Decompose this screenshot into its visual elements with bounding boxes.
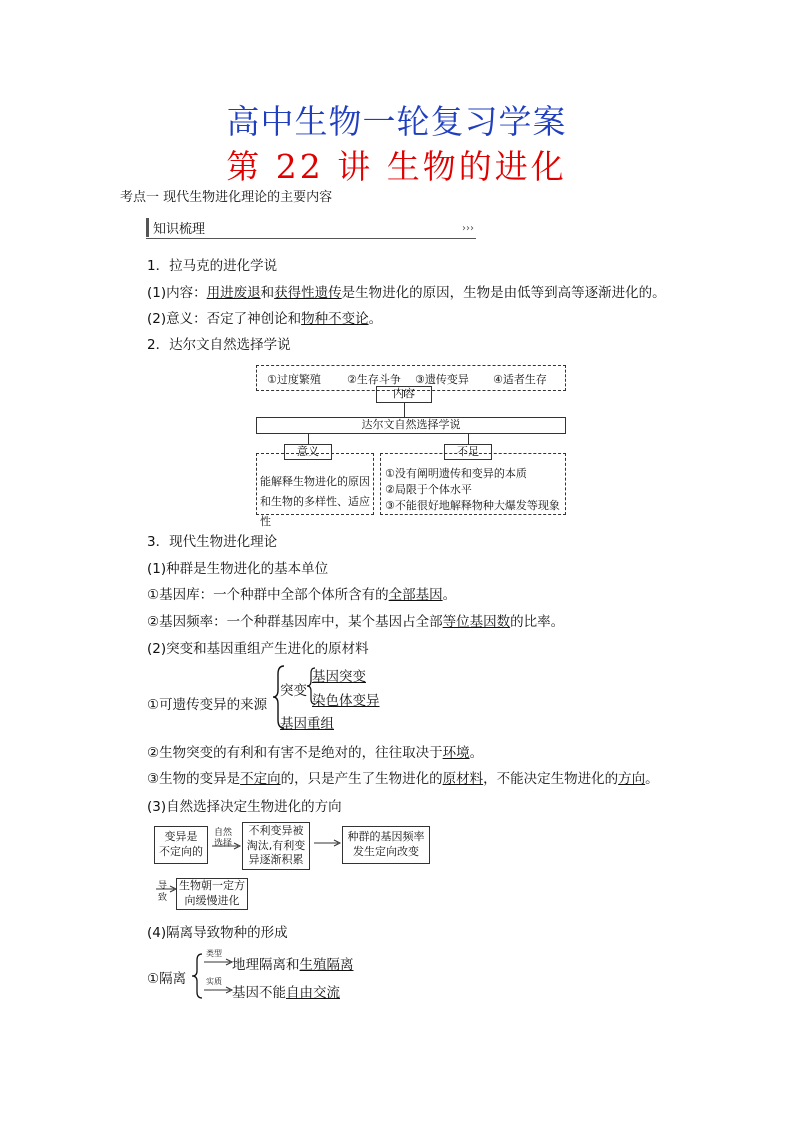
modern-p2: (2)突变和基因重组产生进化的原材料 (147, 641, 369, 657)
gene-mutation: 基因突变 (312, 669, 366, 685)
meaning-box: 能解释生物进化的原因 和生物的多样性、适应性 (256, 453, 374, 515)
answer-blank: 自由交流 (286, 985, 340, 1001)
isolation-label: ①隔离 (147, 971, 187, 987)
content-label-box: 内容 (376, 386, 432, 403)
lamarck-content: (1)内容：用进废退和获得性遗传是生物进化的原因，生物是由低等到高等逐渐进化的。 (147, 285, 666, 301)
meaning-label-box: 意义 (284, 444, 332, 460)
flow-box-variation: 变异是 不定向的 (154, 826, 208, 864)
answer-blank: 原材料 (442, 771, 484, 787)
chevrons-icon: ››› (462, 223, 474, 234)
shortcoming-box: ①没有阐明遗传和变异的本质 ②局限于个体水平 ③不能很好地解释物种大爆发等现象 (380, 453, 566, 515)
darwin-center-box: 达尔文自然选择学说 (256, 417, 566, 434)
lead-to-arrow-label: 导 致 (158, 881, 168, 903)
isolation-essence: 基因不能自由交流 (232, 985, 340, 1001)
mutation-label: 突变 (280, 683, 307, 699)
types-tag: 类型 (206, 949, 222, 958)
arrow-right-icon (210, 836, 242, 850)
section-heading: 考点一 现代生物进化理论的主要内容 (120, 190, 333, 205)
arrow-right-icon (156, 884, 178, 894)
chromosome-variation: 染色体变异 (312, 693, 380, 709)
answer-blank: 方向 (618, 771, 646, 787)
gene-recombination: 基因重组 (280, 716, 334, 732)
lamarck-meaning: (2)意义：否定了神创论和物种不变论。 (147, 311, 383, 327)
modern-p1: (1)种群是生物进化的基本单位 (147, 561, 329, 577)
answer-blank: 生殖隔离 (299, 957, 354, 973)
essence-tag: 实质 (206, 977, 222, 986)
answer-blank: 等位基因数 (442, 614, 511, 630)
answer-blank: 用进废退 (206, 285, 261, 301)
answer-blank: 不定向 (240, 771, 281, 787)
shortcoming-label-box: 不足 (444, 444, 492, 460)
arrow-right-icon (202, 985, 234, 995)
darwin-diagram (256, 365, 566, 528)
lamarck-heading: 1．拉马克的进化学说 (147, 258, 278, 274)
modern-heading: 3．现代生物进化理论 (147, 534, 278, 550)
content-points-box: ①过度繁殖 ②生存斗争 ③遗传变异 ④适者生存 (256, 365, 566, 391)
answer-blank: 物种不变论 (301, 311, 369, 327)
arrow-right-icon (312, 838, 342, 848)
variation-source-label: ①可遗传变异的来源 (147, 697, 268, 713)
knowledge-bar-label: 知识梳理 (146, 218, 205, 237)
answer-blank: 全部基因 (388, 587, 443, 603)
lesson-title: 第 22 讲 生物的进化 (226, 147, 567, 186)
modern-p3: (3)自然选择决定生物进化的方向 (147, 799, 342, 815)
gene-frequency: ②基因频率：一个种群基因库中，某个基因占全部等位基因数的比率。 (147, 614, 565, 630)
modern-p4: (4)隔离导致物种的形成 (147, 925, 288, 941)
answer-blank: 获得性遗传 (274, 285, 342, 301)
flow-box-evolution: 生物朝一定方 向缓慢进化 (176, 878, 248, 910)
isolation-types: 地理隔离和生殖隔离 (232, 957, 354, 973)
flow-box-frequency: 种群的基因频率 发生定向改变 (342, 826, 430, 864)
flow-box-selection: 不利变异被 淘汰,有利变 异逐渐积累 (242, 822, 310, 870)
darwin-heading: 2．达尔文自然选择学说 (147, 337, 291, 353)
answer-blank: 环境 (442, 745, 470, 761)
gene-pool: ①基因库：一个种群中全部个体所含有的全部基因。 (147, 587, 457, 603)
selection-flow-diagram (152, 822, 442, 914)
arrow-right-icon (202, 957, 234, 967)
knowledge-bar (146, 218, 476, 239)
document-title: 高中生物一轮复习学案 (226, 102, 567, 141)
environment-note: ②生物突变的有利和有害不是绝对的，往往取决于环境。 (147, 745, 484, 761)
direction-note: ③生物的变异是不定向的，只是产生了生物进化的原材料，不能决定生物进化的方向。 (147, 771, 659, 787)
natural-selection-arrow-label: 自然 选择 (214, 828, 233, 849)
